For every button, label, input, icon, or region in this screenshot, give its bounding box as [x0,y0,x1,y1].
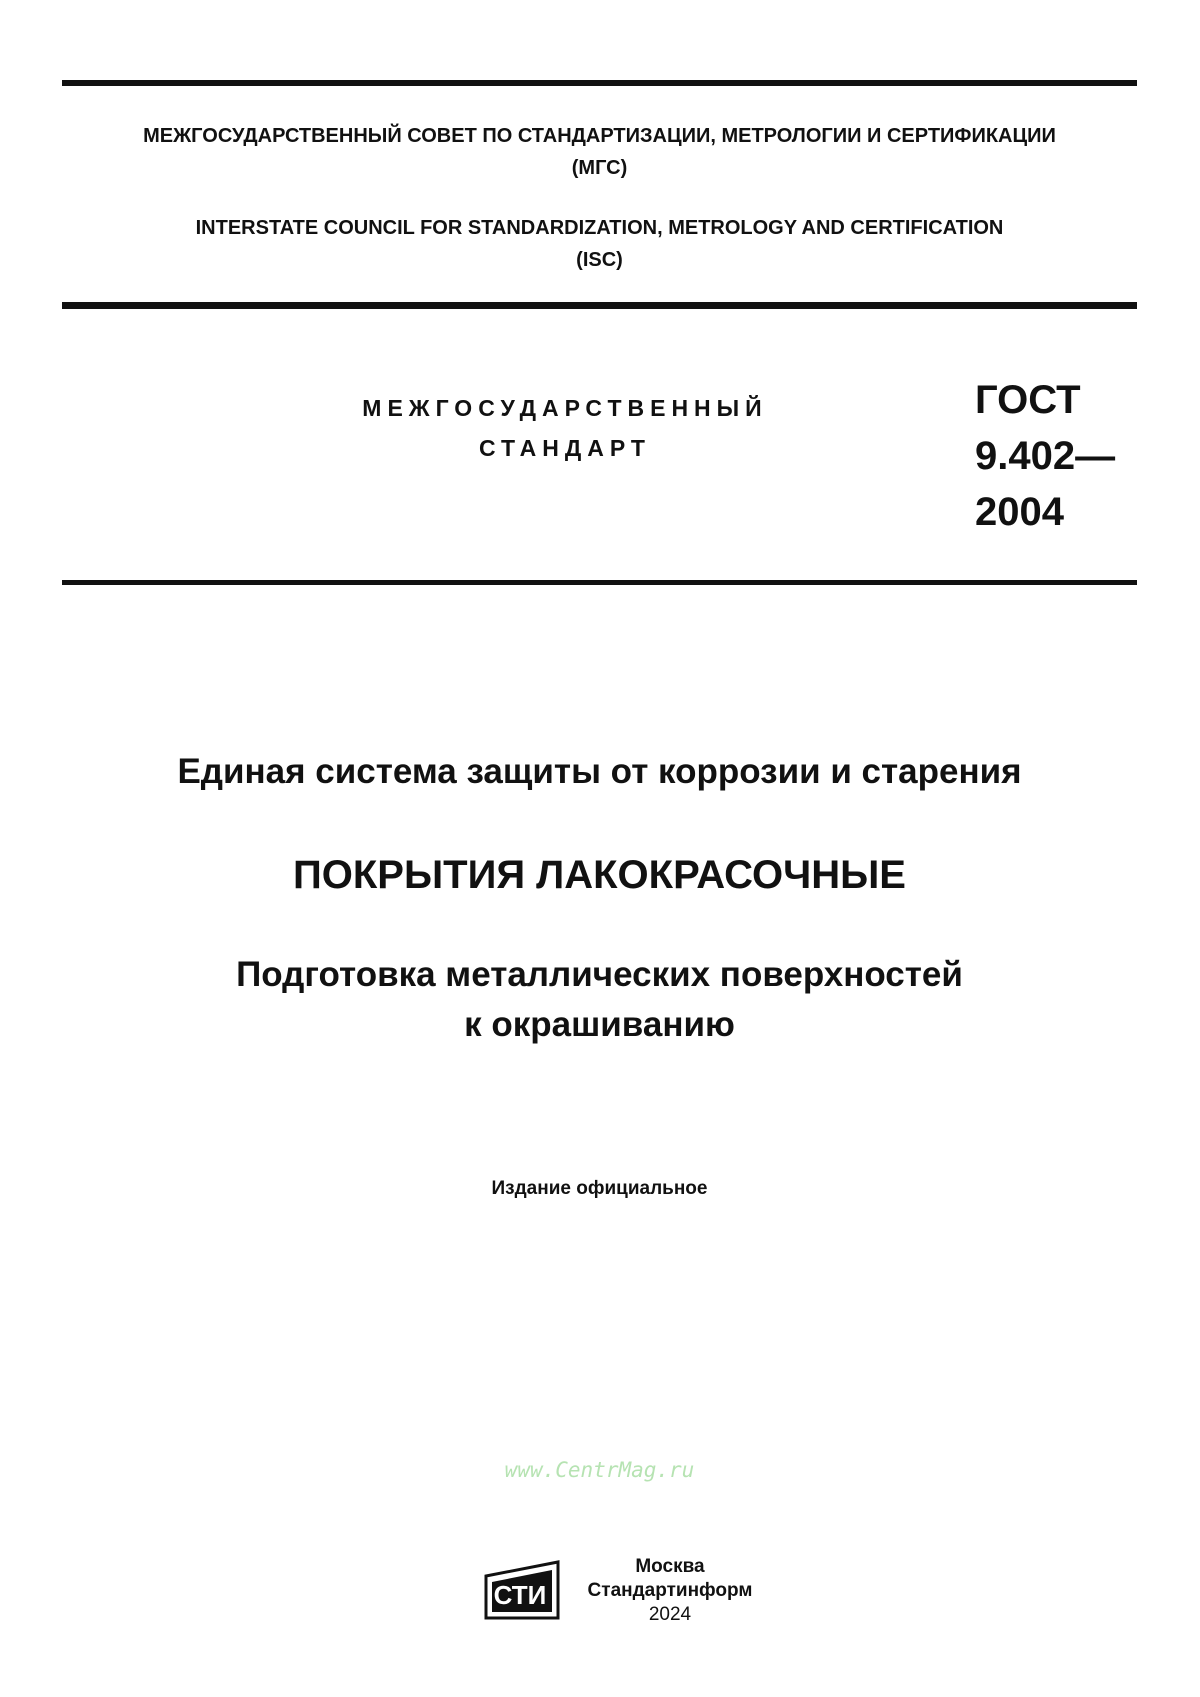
publisher-imprint [580,1555,760,1627]
council-en-abbr: (ISC) [576,249,623,271]
council-name-ru [62,120,1137,184]
publisher-logo-icon [482,1558,562,1622]
top-divider [62,80,1137,86]
middle-divider [62,302,1137,309]
standard-type-label [300,388,830,468]
council-ru-line1: МЕЖГОСУДАРСТВЕННЫЙ СОВЕТ ПО СТАНДАРТИЗАЦИИ, МЕТРОЛОГИИ И СЕРТИФИКАЦИИ [143,125,1056,147]
standard-code-year: 2004 [975,490,1064,534]
council-ru-abbr: (МГС) [571,157,628,179]
bottom-divider [62,580,1137,585]
standard-type-line2: СТАНДАРТ [479,435,651,461]
watermark-url: www.CentrMag.ru [504,1458,695,1482]
logo-letters: СТИ [493,1580,547,1610]
standard-code [975,372,1115,540]
publication-year: 2024 [648,1604,692,1625]
council-name-en [62,212,1137,276]
system-title: Единая система защиты от коррозии и старения [177,752,1022,791]
document-title: ПОКРЫТИЯ ЛАКОКРАСОЧНЫЕ [293,853,906,897]
standard-code-number: 9.402— [975,434,1116,478]
publisher-city: Москва [635,1556,705,1577]
standard-type-line1: МЕЖГОСУДАРСТВЕННЫЙ [362,395,768,421]
standard-code-prefix: ГОСТ [975,378,1081,422]
council-en-line1: INTERSTATE COUNCIL FOR STANDARDIZATION, METROLOGY AND CERTIFICATION [195,217,1004,239]
subtitle-line2: к окрашиванию [464,1005,735,1044]
edition-note: Издание официальное [491,1178,708,1199]
subtitle-line1: Подготовка металлических поверхностей [236,955,963,994]
document-subtitle [62,950,1137,1050]
publisher-name: Стандартинформ [587,1580,753,1601]
